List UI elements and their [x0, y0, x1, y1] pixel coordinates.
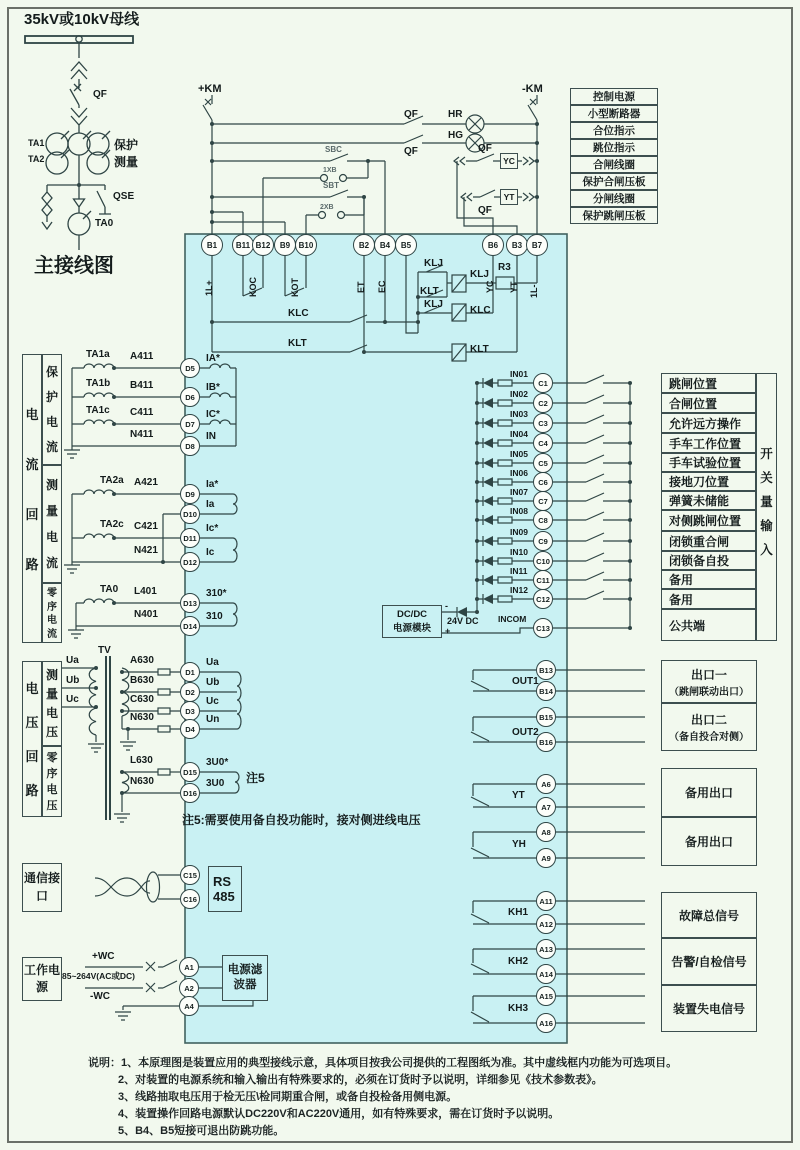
legend-trip-coil: [570, 190, 658, 207]
terminal-b4: B4: [374, 234, 396, 256]
sig-ia2: Ia*: [206, 479, 219, 490]
wire-c630: C630: [130, 694, 154, 705]
terminal-b15: B15: [536, 707, 556, 727]
kh1-label: KH1: [508, 907, 529, 918]
in12-label: IN12: [510, 585, 528, 595]
yt-coil-label: YT: [503, 192, 515, 202]
terminal-d6: D6: [180, 387, 200, 407]
ta1-label: TA1: [28, 138, 45, 148]
sbc-button-label: SBC: [325, 145, 342, 154]
wire-a630: A630: [130, 655, 154, 666]
terminal-a4: A4: [179, 996, 199, 1016]
note-line-2: 2、对装置的电源系统和输入输出有特殊要求的，必须在订货时予以说明，详细参见《技术参数表》。: [118, 1074, 603, 1086]
group-power: 工作电源: [22, 957, 62, 1001]
measure-ct-label: 测量: [114, 155, 139, 169]
terminal-d4: D4: [180, 719, 200, 739]
terminal-a7: A7: [536, 797, 556, 817]
sig-in: IN: [206, 431, 216, 442]
signal-ec: EC: [377, 280, 387, 293]
terminal-a16: A16: [536, 1013, 556, 1033]
input-label-close-pos: 合闸位置: [661, 393, 756, 413]
terminal-c9: C9: [533, 531, 553, 551]
terminal-c6: C6: [533, 472, 553, 492]
yt-out-label: YT: [512, 790, 525, 801]
wc-plus-label: +WC: [92, 951, 115, 962]
sig-ic2: Ic*: [206, 523, 219, 534]
terminal-a11: A11: [536, 891, 556, 911]
signal-1l-plus: 1L+: [204, 280, 214, 296]
terminal-d9: D9: [180, 484, 200, 504]
dcdc-plus: +: [445, 626, 451, 636]
terminal-d12: D12: [180, 552, 200, 572]
terminal-c4: C4: [533, 433, 553, 453]
tv-label: TV: [98, 645, 111, 656]
dcdc-minus: -: [445, 601, 448, 611]
qf-contact-label-2: QF: [404, 146, 418, 157]
qf-contact-label-1: QF: [404, 109, 418, 120]
sig-uc: Uc: [206, 696, 219, 707]
legend-text: 保护合闸压板: [582, 176, 646, 188]
protect-ct-label: 保护: [114, 138, 139, 152]
klj-contact2-label: KLJ: [424, 299, 443, 310]
output-box-sub: （跳闸联动出口）: [669, 686, 749, 698]
klj-contact1-label: KLJ: [424, 258, 443, 269]
wire-c421: C421: [134, 521, 158, 532]
output-box-spare1: 备用出口: [661, 768, 757, 817]
ub-in-label: Ub: [66, 675, 80, 686]
terminal-a2: A2: [179, 978, 199, 998]
hr-lamp-label: HR: [448, 109, 463, 120]
out1-label: OUT1: [512, 676, 539, 687]
terminal-a8: A8: [536, 822, 556, 842]
hg-lamp-label: HG: [448, 130, 463, 141]
output-box-alarm: 告警/自检信号: [661, 938, 757, 985]
ct-ta1a-label: TA1a: [86, 349, 110, 360]
legend-text: 控制电源: [593, 91, 635, 103]
terminal-b1: B1: [201, 234, 223, 256]
terminal-c16: C16: [180, 889, 200, 909]
qse-label: QSE: [113, 191, 135, 202]
terminal-b9: B9: [274, 234, 296, 256]
note-line-4: 4、装置操作回路电源默认DC220V和AC220V通用，如有特殊要求，需在订货时予以说明。: [118, 1108, 560, 1120]
ta2-label: TA2: [28, 154, 45, 164]
terminal-d5: D5: [180, 358, 200, 378]
note-line-3: 3、线路抽取电压用于检无压\检同期重合闸，或备自投检备用侧电源。: [118, 1091, 458, 1103]
main-diagram-title: 主接线图: [34, 255, 114, 277]
input-label-truck-work: 手车工作位置: [661, 433, 756, 453]
terminal-a1: A1: [179, 957, 199, 977]
sig-ua: Ua: [206, 657, 219, 668]
in04-label: IN04: [510, 429, 528, 439]
in10-label: IN10: [510, 547, 528, 557]
terminal-a15: A15: [536, 986, 556, 1006]
input-label-trip-pos: 跳闸位置: [661, 373, 756, 393]
terminal-b5: B5: [395, 234, 417, 256]
comm-wires: [95, 872, 180, 902]
rs485-line2: 485: [213, 889, 235, 904]
group-measure-voltage: 测量电压: [42, 661, 62, 746]
wc-minus-label: -WC: [90, 991, 110, 1002]
kh2-label: KH2: [508, 956, 529, 967]
terminal-b10: B10: [295, 234, 317, 256]
in09-label: IN09: [510, 527, 528, 537]
legend-text: 保护跳闸压板: [582, 210, 646, 222]
klc-wire-label: KLC: [288, 308, 309, 319]
terminal-a9: A9: [536, 848, 556, 868]
group-protect-current: 保护电流: [42, 354, 62, 465]
kh3-label: KH3: [508, 1003, 529, 1014]
wire-n630b: N630: [130, 776, 154, 787]
in02-label: IN02: [510, 389, 528, 399]
input-label-remote: 允许远方操作: [661, 413, 756, 433]
wire-b411: B411: [130, 380, 154, 391]
dcdc-module-box: [382, 605, 442, 638]
strap-2xb-label: 2XB: [320, 204, 334, 211]
ct-ta1c-label: TA1c: [86, 405, 110, 416]
terminal-d11: D11: [180, 528, 200, 548]
terminal-a6: A6: [536, 774, 556, 794]
sig-ia: IA*: [206, 353, 220, 364]
legend-open-indicator: [570, 139, 658, 156]
terminal-d13: D13: [180, 593, 200, 613]
terminal-c15: C15: [180, 865, 200, 885]
note5-ref: 注5: [246, 771, 265, 785]
ct-ta1b-label: TA1b: [86, 378, 111, 389]
sig-ic: IC*: [206, 409, 220, 420]
wire-l630: L630: [130, 755, 153, 766]
resistor-r3-label: R3: [498, 262, 511, 273]
sig-ia2n: Ia: [206, 499, 215, 510]
terminal-d14: D14: [180, 616, 200, 636]
terminal-d8: D8: [180, 436, 200, 456]
out2-label: OUT2: [512, 727, 539, 738]
in11-label: IN11: [510, 566, 528, 576]
signal-1l-minus: 1L-: [529, 284, 539, 298]
legend-close-strap: [570, 173, 658, 190]
output-box-exit1: [661, 660, 757, 703]
terminal-d7: D7: [180, 414, 200, 434]
terminal-c10: C10: [533, 551, 553, 571]
ct-ta0-label: TA0: [100, 584, 119, 595]
output-box-power-loss: 装置失电信号: [661, 985, 757, 1032]
terminal-d10: D10: [180, 504, 200, 524]
terminal-d3: D3: [180, 701, 200, 721]
signal-kot: KOT: [290, 278, 300, 297]
sig-ib: IB*: [206, 382, 220, 393]
sig-ic2n: Ic: [206, 547, 215, 558]
legend-control-power: [570, 88, 658, 105]
legend-trip-strap: [570, 207, 658, 224]
terminal-b13: B13: [536, 660, 556, 680]
legend-text: 合位指示: [593, 125, 635, 137]
klc-coil-label: KLC: [470, 305, 491, 316]
terminal-a14: A14: [536, 964, 556, 984]
input-label-common: 公共端: [661, 609, 756, 641]
legend-mini-breaker: [570, 105, 658, 122]
power-range-label: 85~264V(AC或DC): [62, 971, 135, 981]
sig-ub: Ub: [206, 677, 220, 688]
uc-in-label: Uc: [66, 694, 79, 705]
output-box-spare2: 备用出口: [661, 817, 757, 866]
terminal-c8: C8: [533, 510, 553, 530]
wire-a421: A421: [134, 477, 158, 488]
power-filter-box: 电源滤波器: [222, 955, 268, 1001]
note5-text: 注5:需要使用备自投功能时，接对侧进线电压: [182, 813, 421, 827]
input-label-block-ats: 闭锁备自投: [661, 551, 756, 570]
group-zero-voltage: 零序电压: [42, 746, 62, 817]
dcdc-line1: DC/DC: [396, 609, 428, 620]
input-label-earth-knife: 接地刀位置: [661, 472, 756, 491]
signal-koc: KOC: [248, 277, 258, 297]
group-binary-input: 开关量输入: [756, 373, 777, 641]
terminal-d2: D2: [180, 682, 200, 702]
yh-out-label: YH: [512, 839, 526, 850]
legend-text: 分闸线圈: [593, 193, 635, 205]
terminal-b7: B7: [526, 234, 548, 256]
output-box-title: 出口二: [690, 713, 727, 727]
output-box-exit2: [661, 703, 757, 751]
input-label-opposite-trip: 对侧跳闸位置: [661, 510, 756, 531]
qf-contact-label-yt: QF: [478, 205, 492, 216]
legend-text: 小型断路器: [587, 108, 641, 120]
terminal-b16: B16: [536, 732, 556, 752]
terminal-a12: A12: [536, 914, 556, 934]
ct-ta2a-label: TA2a: [100, 475, 124, 486]
terminal-c11: C11: [533, 570, 553, 590]
terminal-a13: A13: [536, 939, 556, 959]
wire-b630: B630: [130, 675, 154, 686]
sbt-button-label: SBT: [323, 181, 339, 190]
sig-310s: 310*: [206, 588, 227, 599]
terminal-c5: C5: [533, 453, 553, 473]
terminal-c7: C7: [533, 491, 553, 511]
terminal-c1: C1: [533, 373, 553, 393]
sig-3u0s: 3U0*: [206, 757, 229, 768]
terminal-b3: B3: [506, 234, 528, 256]
group-measure-current: 测量电流: [42, 465, 62, 583]
terminal-b11: B11: [232, 234, 254, 256]
terminal-d15: D15: [180, 762, 200, 782]
terminal-b6: B6: [482, 234, 504, 256]
terminal-c2: C2: [533, 393, 553, 413]
klt-coil-label: KLT: [470, 344, 489, 355]
wire-c411: C411: [130, 407, 154, 418]
ua-in-label: Ua: [66, 655, 79, 666]
sig-un: Un: [206, 714, 220, 725]
wire-n421: N421: [134, 545, 158, 556]
klt-contact-label: KLT: [420, 286, 439, 297]
klt-wire-label: KLT: [288, 338, 307, 349]
dcdc-24v: 24V DC: [447, 616, 479, 626]
dcdc-line2: 电源模块: [392, 623, 431, 634]
input-label-spring: 弹簧未储能: [661, 491, 756, 510]
yc-coil-box: [500, 153, 518, 169]
sig-310: 310: [206, 611, 223, 622]
wire-a411: A411: [130, 351, 154, 362]
wire-n630: N630: [130, 712, 154, 723]
terminal-d1: D1: [180, 662, 200, 682]
yc-coil-label: YC: [503, 156, 515, 166]
input-label-block-reclose: 闭锁重合闸: [661, 531, 756, 551]
in06-label: IN06: [510, 468, 528, 478]
klj-coil-label: KLJ: [470, 269, 489, 280]
input-label-spare2: 备用: [661, 589, 756, 609]
bus-label: 35kV或10kV母线: [24, 11, 140, 28]
output-box-sub: （备自投合对侧）: [669, 732, 749, 743]
wire-l401: L401: [134, 586, 157, 597]
terminal-b14: B14: [536, 681, 556, 701]
in08-label: IN08: [510, 506, 528, 516]
input-label-spare1: 备用: [661, 570, 756, 589]
km-minus-label: -KM: [522, 83, 543, 95]
wire-n411: N411: [130, 429, 154, 440]
in03-label: IN03: [510, 409, 528, 419]
device-panel-body: [185, 234, 567, 1043]
group-voltage-loop: 电压回路: [22, 661, 42, 817]
input-label-truck-test: 手车试验位置: [661, 453, 756, 472]
terminal-b12: B12: [252, 234, 274, 256]
note-line-5: 5、B4、B5短接可退出防跳功能。: [118, 1125, 285, 1137]
group-zero-current: 零序电流: [42, 583, 62, 643]
in01-label: IN01: [510, 369, 528, 379]
ct-ta2c-label: TA2c: [100, 519, 124, 530]
terminal-c12: C12: [533, 589, 553, 609]
incom-label: INCOM: [498, 614, 527, 624]
yt-coil-box: [500, 189, 518, 205]
qf-breaker-label: QF: [93, 89, 107, 100]
output-box-fault: 故障总信号: [661, 892, 757, 938]
signal-et: ET: [356, 281, 366, 293]
in07-label: IN07: [510, 487, 528, 497]
terminal-b2: B2: [353, 234, 375, 256]
wire-n401: N401: [134, 609, 158, 620]
qf-contact-label-yc: QF: [478, 143, 492, 154]
sig-3u0: 3U0: [206, 778, 225, 789]
km-plus-label: +KM: [198, 83, 222, 95]
strap-1xb-label: 1XB: [323, 167, 337, 174]
in05-label: IN05: [510, 449, 528, 459]
signal-yt: YT: [509, 281, 519, 293]
legend-text: 跳位指示: [593, 142, 635, 154]
terminal-d16: D16: [180, 783, 200, 803]
rs485-line1: RS: [213, 874, 232, 889]
signal-yc: YC: [485, 280, 495, 293]
output-box-title: 出口一: [690, 667, 727, 682]
rs485-box: [208, 866, 242, 912]
group-current-loop: 电流回路: [22, 354, 42, 643]
terminal-c3: C3: [533, 413, 553, 433]
group-comm: 通信接口: [22, 863, 62, 912]
legend-closing-coil: [570, 156, 658, 173]
legend-text: 合闸线圈: [593, 159, 635, 171]
ta0-label: TA0: [95, 218, 114, 229]
legend-closed-indicator: [570, 122, 658, 139]
note-line-1: 说明：1、本原理图是装置应用的典型接线示意，具体项目按我公司提供的工程图纸为准。其中虚线框内功能为可选项目。: [88, 1057, 678, 1069]
terminal-c13: C13: [533, 618, 553, 638]
